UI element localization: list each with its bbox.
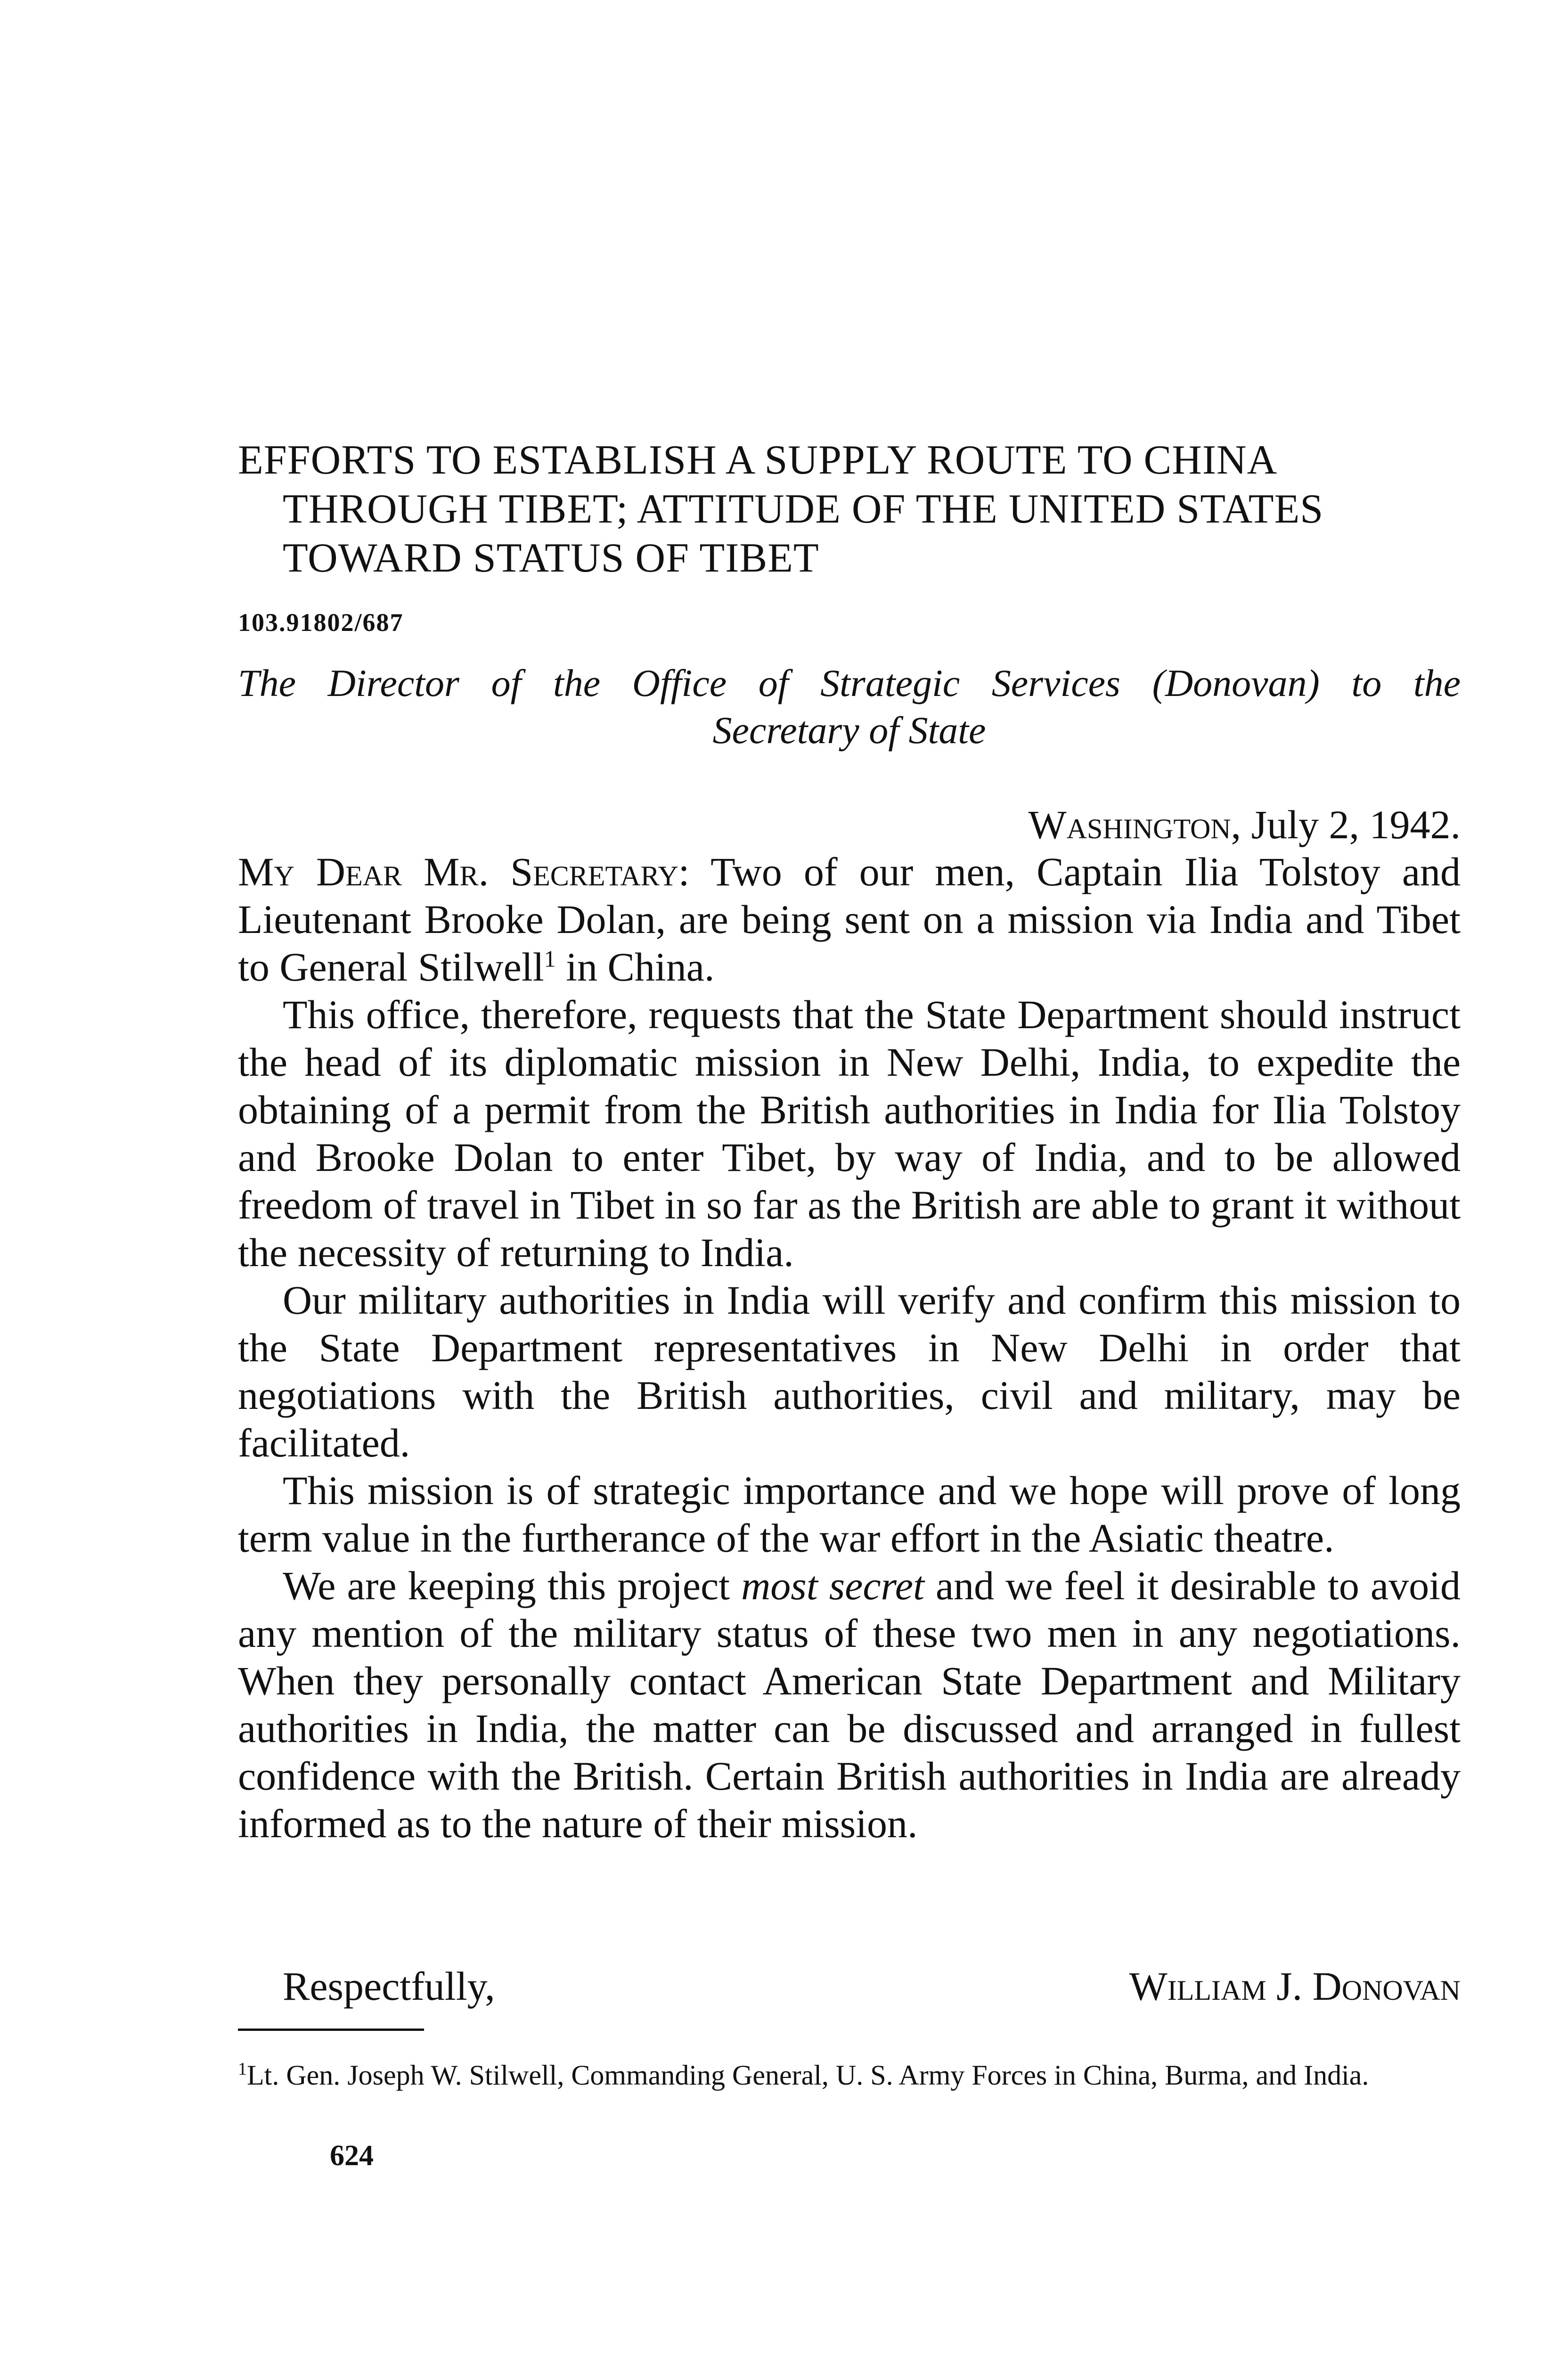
file-number: 103.91802/687 xyxy=(238,608,404,637)
paragraph-4: This mission is of strategic importance and we hope will prove of long term value in the furtherance of the war effort in the Asiatic theatre. xyxy=(238,1468,1461,1561)
section-heading-line-1: EFFORTS TO ESTABLISH A SUPPLY ROUTE TO CHINA xyxy=(238,437,1278,483)
paragraph-2: This office, therefore, requests that the State Department should instruct the head of its diplomatic mission in New Delhi, India, to expedite the obtaining of a permit from the British authorities in India for Ilia Tolstoy and Brooke Dolan to enter Tibet, by way of India, and to be allowed freedom of travel in Tibet in so far as the British are able to grant it without the necessity of returning to India. xyxy=(238,992,1461,1275)
paragraph-1-tail: in China. xyxy=(566,944,715,990)
footnote-ref: 1 xyxy=(544,945,556,972)
paragraph-1-text: Two of our men, Captain Ilia Tolstoy and Lieutenant Brooke Dolan, are being sent on a mission via India and Tibet to General Stilwell xyxy=(238,849,1461,990)
page-number: 624 xyxy=(330,2140,374,2172)
footnote-text: Lt. Gen. Joseph W. Stilwell, Commanding General, U. S. Army Forces in China, Burma, and India. xyxy=(247,2060,1369,2091)
footnote-marker: 1 xyxy=(238,2059,247,2079)
section-heading-line-3: TOWARD STATUS OF TIBET xyxy=(283,535,819,581)
dateline: Washington, July 2, 1942. xyxy=(1028,802,1461,847)
paragraph-5 xyxy=(238,1562,1461,1848)
letter-closing xyxy=(238,1963,1461,2014)
letter-body xyxy=(238,848,1461,1848)
document-title-line-2: Secretary of State xyxy=(712,709,986,752)
dateline-date: July 2, 1942. xyxy=(1251,802,1461,847)
document-title xyxy=(238,660,1461,754)
document-title-line-1: The Director of the Office of Strategic Services (Donovan) to the xyxy=(238,662,1461,704)
paragraph-5-before: We are keeping this project xyxy=(283,1563,730,1608)
paragraph-1 xyxy=(238,848,1461,991)
salutation: My Dear Mr. Secretary: xyxy=(238,849,690,894)
paragraph-5-after: and we feel it desirable to avoid any mention of the military status of these two men in any negotiations. When they personally contact American State Department and Military authorities in India, the matter can be discussed and arranged in fullest confidence with the British. Certain British authorities in India are already informed as to the nature of their mission. xyxy=(238,1563,1461,1846)
footnote-divider xyxy=(238,2029,424,2031)
footnote xyxy=(238,2059,1461,2091)
paragraph-3: Our military authorities in India will verify and confirm this mission to the State Department representatives in New Delhi in order that negotiations with the British authorities, civil and military, may be facilitated. xyxy=(238,1277,1461,1465)
paragraph-5-emphasis: most secret xyxy=(741,1563,924,1608)
signature: William J. Donovan xyxy=(1129,1963,1461,2009)
section-heading-line-2: THROUGH TIBET; ATTITUDE OF THE UNITED STATES xyxy=(283,486,1324,532)
complimentary-close: Respectfully, xyxy=(283,1963,495,2009)
dateline-place: Washington xyxy=(1028,802,1231,847)
section-heading xyxy=(238,436,1461,583)
